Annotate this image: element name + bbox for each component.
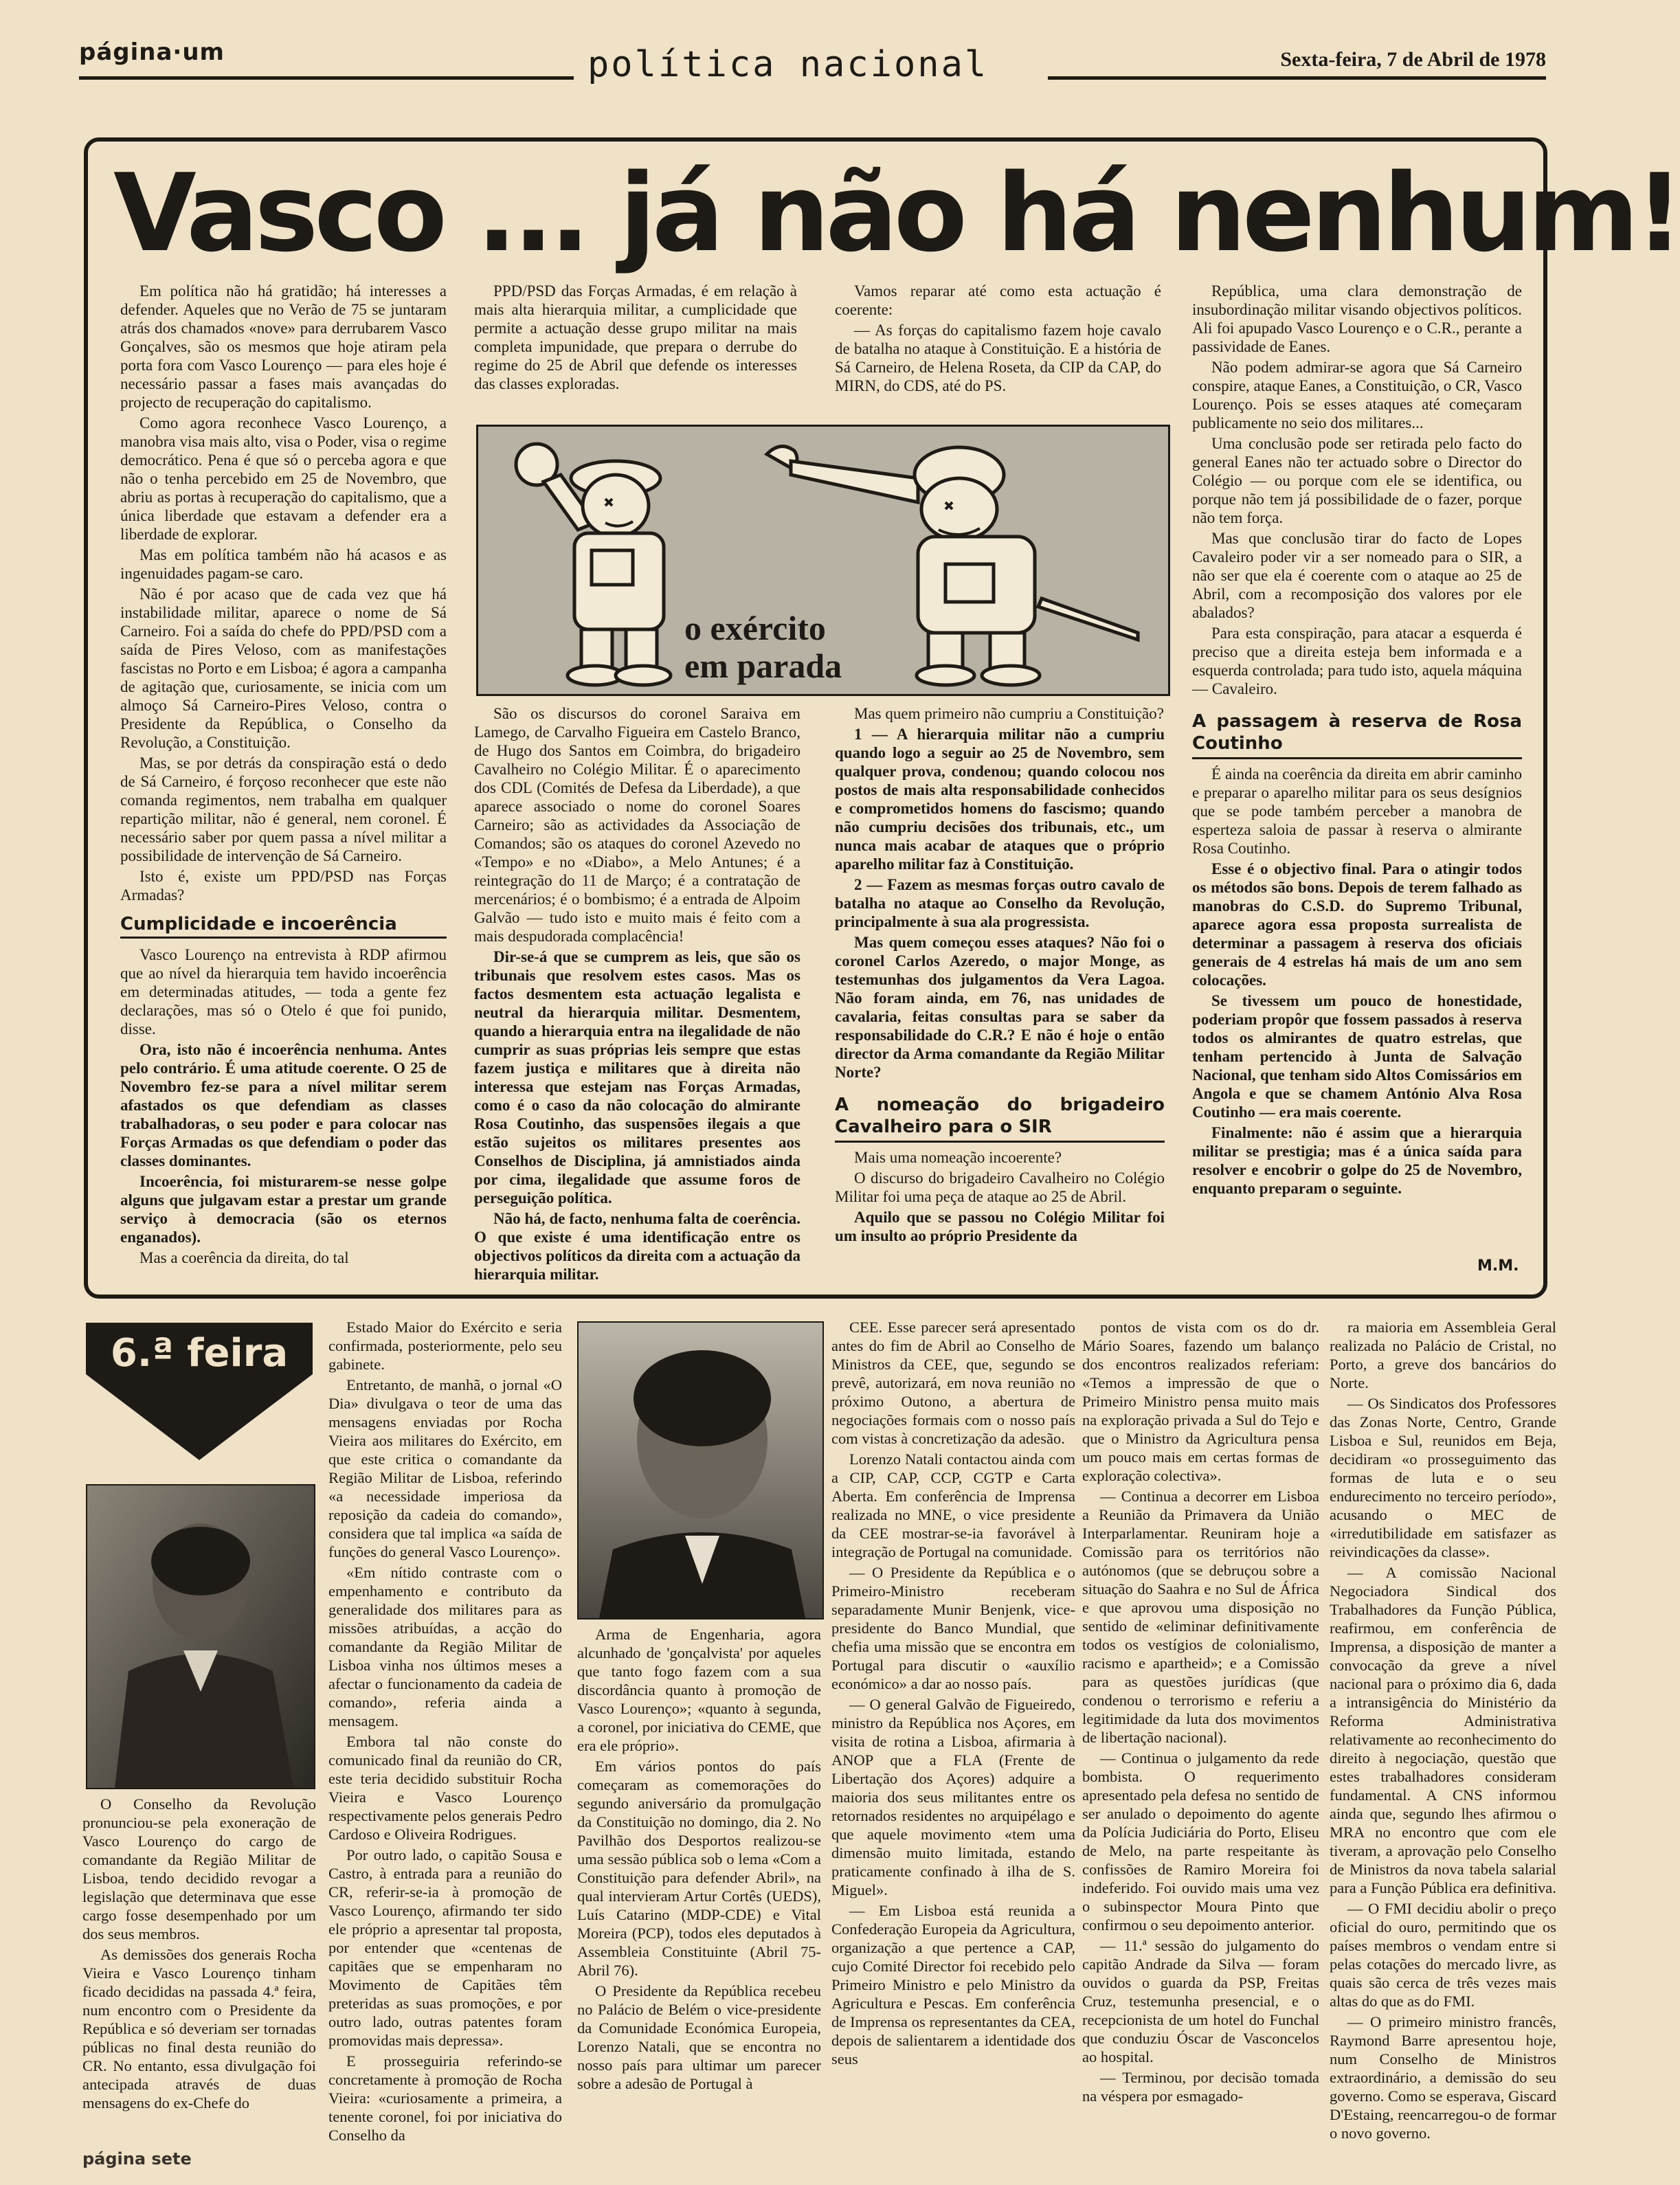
paragraph: O Conselho da Revolução pronunciou-se pela exoneração de Vasco Lourenço do cargo de comandante da Região Militar de Lisboa, tendo decidido revogar a legislação que determinava que esse cargo fosse desempenhado por um dos seus membros. xyxy=(82,1795,316,1942)
paragraph: Mas que conclusão tirar do facto de Lopes Cavaleiro poder vir a ser nomeado para o SIR, a não ser que ela é coerente com o ataque ao 25 de Abril, com a recomposição dos valores por ele abalados? xyxy=(1192,530,1522,621)
article-column-2-top xyxy=(474,282,797,419)
friday-column-4 xyxy=(831,1318,1075,2142)
paragraph: Se tivessem um pouco de honestidade, poderiam propôr que fossem passados à reserva todos os almirantes de quatro estrelas, que tenham pertencido à Junta de Salvação Nacional, que tenham sido Altos Comissários em Angola e que se chamem António Alva Rosa Coutinho — era mais coerente. xyxy=(1192,992,1522,1121)
paragraph: Por outro lado, o capitão Sousa e Castro, à entrada para a reunião do CR, referir-se-ia à promoção de Vasco Lourenço, afirmando ter sido ele próprio a apresentar tal proposta, por entender que «centenas de capitães que se empenharam no Movimento de Capitães têm preteridas as suas promoções, e por outro lado, outras patentes foram promovidas mais depressa». xyxy=(328,1846,562,2049)
paragraph: — Continua o julgamento da rede bombista. O requerimento apresentado pela defesa no sentido de ser anulado o depoimento do agente da Polícia Judiciária do Porto, Eliseu de Melo, na parte respeitante às confissões de Ramiro Moreira foi indeferido. Foi ouvido mais uma vez o subinspector Moura Pinto que confirmou o seu depoimento anterior. xyxy=(1082,1749,1319,1934)
dateline: Sexta-feira, 7 de Abril de 1978 xyxy=(1280,48,1546,71)
paragraph: São os discursos do coronel Saraiva em Lamego, de Carvalho Figueira em Castelo Branco, de Hugo dos Santos em Coimbra, do brigadeiro Cavalheiro no Colégio Militar. É o aparecimento dos CDL (Comités de Defesa da Liberdade), a que aparece associado o nome do coronel Soares Carneiro; são as actividades da Associação de Comandos; são os ataques do coronel Azevedo no «Tempo» e no «Diabo», a Melo Antunes; é a reintegração do 11 de Março; é a contratação de mercenários; é o bombismo; é a entrada de Alpoim Galvão — tudo isto e muito mais é feito com a mais despudorada complacência! xyxy=(474,705,800,945)
photo-lorenzo-natali xyxy=(577,1321,824,1620)
paragraph: Isto é, existe um PPD/PSD nas Forças Armadas? xyxy=(120,868,447,904)
paragraph: Ora, isto não é incoerência nenhuma. Antes pelo contrário. É uma atitude coerente. O 25 de Novembro fez-se para a nível militar serem afastados os que defendiam as classes trabalhadoras, o seu poder e para colocar nas Forças Armadas os que defendiam o poder das classes dominantes. xyxy=(120,1041,447,1169)
paragraph: República, uma clara demonstração de insubordinação militar visando objectivos políticos. Ali foi apupado Vasco Lourenço e o C.R., perante a passividade de Eanes. xyxy=(1192,282,1522,355)
paragraph: — 11.ª sessão do julgamento do capitão Andrade da Silva — foram ouvidos o guarda da PSP, Freitas Cruz, testemunha presencial, e o recepcionista de um hotel do Funchal que conduziu Óscar de Vasconcelos ao hospital. xyxy=(1082,1937,1319,2065)
paragraph: O Presidente da República recebeu no Palácio de Belém o vice-presidente da Comunidade Económica Europeia, Lorenzo Natali, que se encontra no nosso país para ultimar um parecer sobre a adesão de Portugal à xyxy=(577,1982,821,2092)
paragraph: Vamos reparar até como esta actuação é coerente: xyxy=(835,282,1161,318)
paragraph: Mas, se por detrás da conspiração está o dedo de Sá Carneiro, é forçoso reconhecer que este não comanda regimentos, nem trabalha em qualquer repartição militar, não é general, nem coronel. É necessário saber por quem passa a nível militar a possibilidade de intervenção de Sá Carneiro. xyxy=(120,754,447,864)
paragraph: — As forças do capitalismo fazem hoje cavalo de batalha no ataque à Constituição. E a história de Sá Carneiro, de Helena Roseta, da CIP da CAP, do MIRN, do CDS, até do PS. xyxy=(835,322,1161,394)
friday-column-6 xyxy=(1330,1318,1556,2142)
paragraph: 1 — A hierarquia militar não a cumpriu quando logo a seguir ao 25 de Novembro, sem qualquer prova, condenou; quando colocou nos postos de mais alta responsabilidade conhecidos e comprometidos homens do fascismo; quando não cumpriu decisões dos tribunais, etc., um nunca mais acabar de ataques que o próprio aparelho militar faz à Constituição. xyxy=(835,726,1165,873)
paragraph: Entretanto, de manhã, o jornal «O Dia» divulgava o teor de uma das mensagens enviadas por Rocha Vieira aos militares do Exército, em que este critica o comandante da Região Militar de Lisboa, referindo «a necessidade imperiosa da reposição da cadeia do comando», considera que tal implica «a saída de funções do general Vasco Lourenço». xyxy=(328,1376,562,1560)
article-column-3-low xyxy=(835,704,1165,1268)
soldier-pocket xyxy=(592,550,633,585)
paragraph: Para esta conspiração, para atacar a esquerda é preciso que a direita esteja bem informada e a esquerda controlada; para tudo isto, aquela máquina — Cavaleiro. xyxy=(1192,625,1522,697)
photo-vasco-lourenco xyxy=(86,1484,315,1789)
paragraph: É ainda na coerência da direita em abrir caminho e preparar o aparelho militar para os seus desígnios que se pode também perceber a manobra de esperteza saloia de passar à reserva o almirante Rosa Coutinho. xyxy=(1192,765,1522,857)
masthead-rule-right xyxy=(1048,76,1546,80)
paragraph: CEE. Esse parecer será apresentado antes do fim de Abril ao Conselho de Ministros da CEE, que, segundo se prevê, autorizará, em nova reunião no próximo Outono, a abertura de negociações formais com o nosso país com vistas à concretização da adesão. xyxy=(831,1319,1075,1447)
cartoon-svg xyxy=(478,427,1168,694)
masthead xyxy=(79,38,1546,87)
friday-badge-shape xyxy=(82,1319,316,1464)
paragraph: Mais uma nomeação incoerente? xyxy=(854,1149,1062,1166)
paragraph: — O primeiro ministro francês, Raymond Barre apresentou hoje, num Conselho de Ministros extraordinário, a demissão do seu governo. Como se esperava, Giscard D'Estaing, reencarregou-o de formar o novo governo. xyxy=(1330,2013,1556,2142)
subheading-passagem-reserva: A passagem à reserva de Rosa Coutinho xyxy=(1192,710,1522,759)
paragraph: Mas quem primeiro não cumpriu a Constituição? xyxy=(854,705,1164,722)
cartoon-caption-line1: o exército xyxy=(684,609,826,647)
article-column-1 xyxy=(120,282,447,1264)
paragraph: Como agora reconhece Vasco Lourenço, a manobra visa mais alto, visa o Poder, visa o regime democrático. Pena é que só o perceba agora e que não o tenha percebido em 25 de Novembro, que abriu as portas à recuperação do capitalismo, que a única liberdade que estavam a defender era a liberdade de explorar. xyxy=(120,414,447,543)
paragraph: Mas a coerência da direita, do tal xyxy=(139,1249,349,1266)
paragraph: Estado Maior do Exército e seria confirmada, posteriormente, pelo seu gabinete. xyxy=(328,1319,562,1373)
paragraph: — Os Sindicatos dos Professores das Zonas Norte, Centro, Grande Lisboa e Sul, reunidos em Beja, decidiram «o prosseguimento das formas de luta e o seu endurecimento no terceiro período», acusando o MEC de «irredutibilidade em satisfazer as reivindicações da classe». xyxy=(1330,1395,1556,1560)
friday-badge xyxy=(82,1319,316,1464)
paragraph: ra maioria em Assembleia Geral realizada no Palácio de Cristal, no Porto, a greve dos bancários do Norte. xyxy=(1330,1319,1556,1391)
masthead-rule-left xyxy=(79,76,574,80)
paragraph: Mas quem começou esses ataques? Não foi o coronel Carlos Azeredo, o major Monge, as testemunhas dos julgamentos da Vera Lagoa. Não foram ainda, em 76, nas unidades de cavalaria, feitas consultas para se saber da responsabilidade do C.R.? E não é hoje o então director da Arma comandante da Região Militar Norte? xyxy=(835,934,1165,1081)
paragraph: 2 — Fazem as mesmas forças outro cavalo de batalha no ataque ao Conselho da Revolução, principalmente à sua ala progressista. xyxy=(835,876,1165,930)
paragraph: Dir-se-á que se cumprem as leis, que são os tribunais que resolvem estes casos. Mas os factos desmentem esta actuação legalista e neutral da hierarquia militar. Desmentem, quando a hierarquia entra na ilegalidade de não cumprir as suas próprias leis sempre que estas fazem justiça e militares que à direita não interessa que estejam nas Forças Armadas, como é o caso da não colocação do almirante Rosa Coutinho, das suspensões ilegais a que estão sujeitos os militares presentes aos Conselhos de Disciplina, já amnistiados ainda por cima, ilegalidade que assume foros de perseguição política. xyxy=(474,948,800,1207)
friday-badge-label: 6.ª feira xyxy=(110,1331,289,1376)
paragraph: — O Presidente da República e o Primeiro-Ministro receberam separadamente Munir Benjenk, vice-presidente do Banco Mundial, que chefia uma missão que se encontra em Portugal para discutir o «auxílio económico» a dar ao nosso país. xyxy=(831,1564,1075,1692)
paragraph: Finalmente: não é assim que a hierarquia militar se prestigia; mas é a única saída para resolver e encobrir o golpe do 25 de Novembro, enquanto preparam o seguinte. xyxy=(1192,1124,1522,1197)
paragraph: Embora tal não conste do comunicado final da reunião do CR, este teria decidido substituir Rocha Vieira e Vasco Lourenço respectivamente pelos generais Pedro Cardoso e Oliveira Rodrigues. xyxy=(328,1733,562,1843)
subheading-cumplicidade: Cumplicidade e incoerência xyxy=(120,915,447,939)
article-column-4 xyxy=(1192,282,1522,1244)
paragraph: Aquilo que se passou no Colégio Militar foi um insulto ao próprio Presidente da xyxy=(835,1209,1165,1244)
section-title: política nacional xyxy=(587,44,989,85)
paragraph: Não podem admirar-se agora que Sá Carneiro conspire, ataque Eanes, a Constituição, o CR, Vasco Lourenço. Pois se esses ataques até começaram publicamente no seio dos militares... xyxy=(1192,359,1522,432)
paragraph: — Em Lisboa está reunida a Confederação Europeia da Agricultura, organização a que pertence a CAP, cujo Comité Director foi recebido pelo Primeiro Ministro e pelo Ministro da Agricultura e Pescas. Em conferência de Imprensa os representantes da CEA, depois de salientarem a identidade dos seus xyxy=(831,1902,1075,2068)
paragraph: Lorenzo Natali contactou ainda com a CIP, CAP, CCP, CGTP e Carta Aberta. Em conferência de Imprensa realizada no MNE, o vice presidente da CEE mostrar-se-ia favorável à integração de Portugal na comunidade. xyxy=(831,1450,1075,1560)
paragraph: — A comissão Nacional Negociadora Sindical dos Trabalhadores da Função Pública, reafirmou, em conferência de Imprensa, a disposição de manter a convocação da greve a nível nacional para o próximo dia 6, dada a intransigência do Ministério da Reforma Administrativa relativamente ao reconhecimento do direito à negociação, questão que estes trabalhadores consideram fundamental. A CNS informou ainda que, segundo lhes afirmou o MRA no encontro que com ele tiveram, a aprovação pelo Conselho de Ministros da nova tabela salarial para a Função Pública era definitiva. xyxy=(1330,1564,1556,1896)
page-footer: página sete xyxy=(82,2149,192,2169)
pocket xyxy=(945,564,994,602)
publication-name: página·um xyxy=(79,38,225,66)
subheading-nomeacao: A nomeação do brigadeiro Cavalheiro para o SIR xyxy=(835,1094,1165,1143)
paragraph: — Continua a decorrer em Lisboa a Reunião da Primavera da União Interparlamentar. Reuniram hoje a Comissão para os territórios não autónomos (que se debruçou sobre a situação do Saahra e no Sul de África e que aprovou uma disposição no sentido de «eliminar definitivamente todos os vestígios de colonialismo, racismo e apartheid»; e a Comissão para as questões jurídicas (que condenou o terrorismo e referiu a legitimidade da luta dos movimentos de libertação nacional). xyxy=(1082,1488,1319,1746)
friday-column-3 xyxy=(577,1625,821,2147)
friday-column-1 xyxy=(82,1795,316,2145)
boot-right xyxy=(982,666,1040,685)
article-column-3-top xyxy=(835,282,1161,419)
paragraph: Uma conclusão pode ser retirada pelo facto do general Eanes não ter actuado sobre o Director do Colégio — ou porque com ele se identifica, ou porque não tem já possibilidade de o fazer, porque não tem força. xyxy=(1192,435,1522,526)
paragraph: Vasco Lourenço na entrevista à RDP afirmou que ao nível da hierarquia tem havido incoerência em determinadas atitudes, — toda a gente fez declarações, mas só o Otelo é que foi punido, disse. xyxy=(120,946,447,1038)
paragraph: Arma de Engenharia, agora alcunhado de 'gonçalvista' por aqueles que tanto fogo fazem com a sua discordância quanto à promoção de Vasco Lourenço»; «quanto à segunda, a coronel, por iniciativa do CEME, que era ele próprio». xyxy=(577,1626,821,1754)
paragraph: — O general Galvão de Figueiredo, ministro da República nos Açores, em visita de rotina a Lisboa, afirmaria à ANOP que a FLA (Frente de Libertação dos Açores) adquire a maioria dos seus militantes entre os retornados residentes no arquipélago e que aquele movimento «tem uma dimensão muito limitada, estando praticamente confinado à ilha de S. Miguel». xyxy=(831,1696,1075,1898)
paragraph: Não há, de facto, nenhuma falta de coerência. O que existe é uma identificação entre os objectivos políticos da direita com a actuação da hierarquia militar. xyxy=(474,1210,800,1283)
paragraph: E prosseguiria referindo-se concretamente à promoção de Rocha Vieira: «curiosamente a primeira, a tenente coronel, foi por iniciativa do Conselho da xyxy=(328,2052,562,2144)
paragraph: As demissões dos generais Rocha Vieira e Vasco Lourenço tinham ficado decididas na passada 4.ª feira, num encontro com o Presidente da República e só deveriam ser tornadas públicas no final desta reunião do CR. No entanto, essa divulgação foi antecipada através de duas mensagens do ex-Chefe do xyxy=(82,1946,316,2111)
paragraph: «Em nítido contraste com o empenhamento e contributo da generalidade dos militares para as missões atribuídas, a acção do comandante da Região Militar de Lisboa vinha nos últimos meses a afectar o funcionamento da cadeia de comando», referia ainda a mensagem. xyxy=(328,1564,562,1729)
paragraph: Esse é o objectivo final. Para o atingir todos os métodos são bons. Depois de terem falhado as manobras do C.S.D. do Supremo Tribunal, aparece agora essa proposta surrealista de determinar a passagem à reserva dos oficiais generais de 4 estrelas há mais de um ano sem colocações. xyxy=(1192,860,1522,989)
paragraph: O discurso do brigadeiro Cavalheiro no Colégio Militar foi uma peça de ataque ao 25 de Abril. xyxy=(835,1169,1165,1205)
boot-left xyxy=(917,666,974,685)
article-signature: M.M. xyxy=(1477,1257,1519,1275)
cartoon-illustration xyxy=(476,425,1170,696)
paragraph: PPD/PSD das Forças Armadas, é em relação à mais alta hierarquia militar, a cumplicidade que permite a actuação desse grupo militar na mais completa impunidade, que prepara o derrube do regime do 25 de Abril que defende os interesses das classes exploradas. xyxy=(474,282,797,392)
paragraph: Incoerência, foi misturarem-se nesse golpe alguns que julgavam estar a prestar um grande serviço à democracia (são os eternos enganados). xyxy=(120,1173,447,1246)
friday-column-5 xyxy=(1082,1318,1319,2142)
cartoon-caption-line2: em parada xyxy=(684,647,842,685)
paragraph: — O FMI decidiu abolir o preço oficial do ouro, permitindo que os países membros o vendam entre si pelas cotações do mercado livre, as quais são cerca de três vezes mais altas do que as do FMI. xyxy=(1330,1900,1556,2010)
soldier-boot-right xyxy=(616,666,671,685)
paragraph: Em vários pontos do país começaram as comemorações do segundo aniversário da promulgação da Constituição no domingo, dia 2. No Pavilhão dos Desportos realizou-se uma sessão pública sob o lema «Com a Constituição para defender Abril», na qual intervieram Artur Cortês (UEDS), Luís Catarino (MDP-CDE) e Vital Moreira (PCP), todos eles deputados à Assembleia Constituinte (Abril 75-Abril 76). xyxy=(577,1758,821,1979)
paragraph: Não é por acaso que de cada vez que há instabilidade militar, aparece o nome de Sá Carneiro. Foi a saída do chefe do PPD/PSD com a saída de Pires Veloso, com as manifestações fascistas no Porto e em Lisboa; é agora a campanha de agitação que, curiosamente, se inicia com um almoço Sá Carneiro-Pires Veloso, contra o Presidente da República, o Conselho da Revolução, a Constituição. xyxy=(120,585,447,751)
friday-column-2 xyxy=(328,1318,562,2142)
paragraph: — Terminou, por decisão tomada na véspera por esmagado- xyxy=(1082,2069,1319,2105)
headline: Vasco ... já não há nenhum! xyxy=(113,150,1680,276)
soldier-head xyxy=(583,475,649,537)
paragraph: Em política não há gratidão; há interesses a defender. Aqueles que no Verão de 75 se juntaram atrás dos chamados «nove» para derrubarem Vasco Gonçalves, são os mesmos que hoje atiram pela porta fora com Vasco Lourenço — para eles hoje é necessário passar a fases mais avançadas do projecto de recuperação do capitalismo. xyxy=(120,282,447,411)
paragraph: pontos de vista com os do dr. Mário Soares, fazendo um balanço dos encontros realizados referiam: «Temos a impressão de que o Primeiro Ministro pensa muito mais na exploração privada a Sul do Tejo e que o Ministro da Agricultura pensa um pouco mais em certas formas de exploração colectiva». xyxy=(1082,1319,1319,1484)
article-column-2-low xyxy=(474,704,800,1283)
paragraph: Mas em política também não há acasos e as ingenuidades pagam-se caro. xyxy=(120,546,447,582)
head xyxy=(921,478,997,540)
